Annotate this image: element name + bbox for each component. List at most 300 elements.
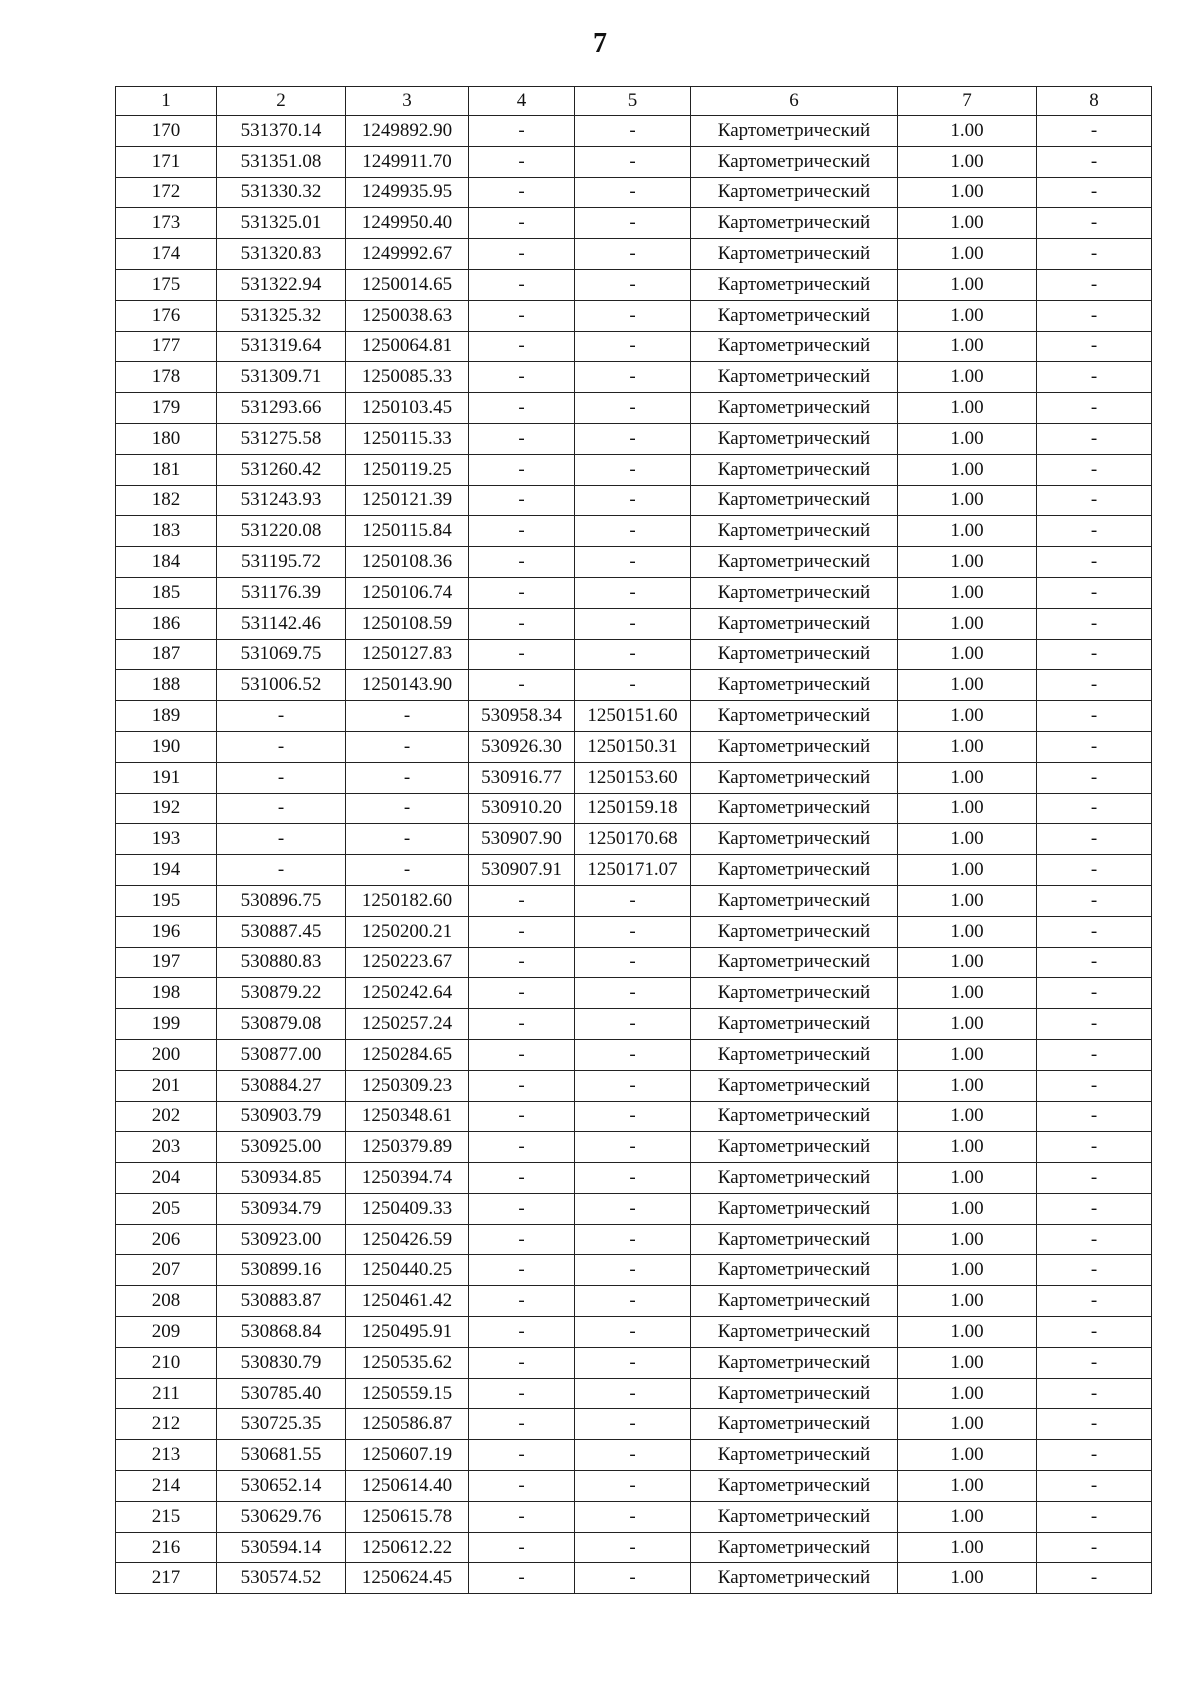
- table-cell: 530934.85: [217, 1163, 346, 1194]
- table-row: [116, 1563, 1152, 1594]
- table-cell: -: [1037, 1317, 1152, 1348]
- table-cell: 202: [116, 1101, 217, 1132]
- table-cell: 1250394.74: [346, 1163, 469, 1194]
- table-cell: 531325.01: [217, 208, 346, 239]
- table-cell: 1.00: [898, 608, 1037, 639]
- table-cell: 1250257.24: [346, 1009, 469, 1040]
- table-cell: 530879.08: [217, 1009, 346, 1040]
- table-cell: 1250014.65: [346, 269, 469, 300]
- table-cell: -: [1037, 639, 1152, 670]
- table-cell: Картометрический: [691, 331, 898, 362]
- table-cell: 178: [116, 362, 217, 393]
- table-cell: 205: [116, 1193, 217, 1224]
- table-cell: -: [1037, 793, 1152, 824]
- table-cell: -: [469, 1347, 575, 1378]
- table-cell: -: [575, 916, 691, 947]
- table-cell: -: [1037, 1286, 1152, 1317]
- table-cell: 1250127.83: [346, 639, 469, 670]
- table-cell: -: [575, 1471, 691, 1502]
- table-cell: Картометрический: [691, 1255, 898, 1286]
- table-cell: -: [575, 639, 691, 670]
- table-cell: -: [575, 1501, 691, 1532]
- table-cell: Картометрический: [691, 146, 898, 177]
- table-cell: -: [575, 423, 691, 454]
- table-cell: -: [575, 516, 691, 547]
- table-cell: -: [1037, 1501, 1152, 1532]
- table-cell: -: [346, 762, 469, 793]
- table-row: [116, 1501, 1152, 1532]
- table-row: [116, 362, 1152, 393]
- table-cell: -: [1037, 423, 1152, 454]
- table-cell: 1250121.39: [346, 485, 469, 516]
- table-cell: 215: [116, 1501, 217, 1532]
- table-row: [116, 885, 1152, 916]
- table-cell: -: [469, 362, 575, 393]
- table-cell: 1250038.63: [346, 300, 469, 331]
- table-cell: -: [469, 269, 575, 300]
- table-row: [116, 485, 1152, 516]
- table-cell: Картометрический: [691, 1471, 898, 1502]
- table-cell: Картометрический: [691, 947, 898, 978]
- table-cell: Картометрический: [691, 239, 898, 270]
- table-row: [116, 855, 1152, 886]
- table-cell: 170: [116, 116, 217, 147]
- table-cell: 531330.32: [217, 177, 346, 208]
- table-row: [116, 1224, 1152, 1255]
- table-cell: 530725.35: [217, 1409, 346, 1440]
- table-cell: 200: [116, 1039, 217, 1070]
- table-cell: 1.00: [898, 1070, 1037, 1101]
- table-cell: Картометрический: [691, 885, 898, 916]
- table-cell: 181: [116, 454, 217, 485]
- table-cell: 190: [116, 731, 217, 762]
- table-cell: 1250426.59: [346, 1224, 469, 1255]
- table-cell: -: [469, 916, 575, 947]
- table-row: [116, 793, 1152, 824]
- table-cell: 188: [116, 670, 217, 701]
- table-cell: -: [575, 1532, 691, 1563]
- table-cell: -: [469, 1286, 575, 1317]
- table-cell: 183: [116, 516, 217, 547]
- table-cell: -: [1037, 731, 1152, 762]
- table-cell: -: [575, 1440, 691, 1471]
- table-cell: Картометрический: [691, 824, 898, 855]
- table-cell: 174: [116, 239, 217, 270]
- table-cell: Картометрический: [691, 1378, 898, 1409]
- table-cell: -: [469, 331, 575, 362]
- table-cell: -: [1037, 177, 1152, 208]
- page-number: 7: [593, 28, 607, 59]
- table-cell: Картометрический: [691, 1286, 898, 1317]
- table-cell: 531351.08: [217, 146, 346, 177]
- table-cell: 531322.94: [217, 269, 346, 300]
- table-cell: -: [575, 1132, 691, 1163]
- table-cell: 1250348.61: [346, 1101, 469, 1132]
- table-cell: 207: [116, 1255, 217, 1286]
- table-cell: 1.00: [898, 762, 1037, 793]
- table-cell: -: [1037, 916, 1152, 947]
- table-cell: -: [575, 608, 691, 639]
- table-cell: 1.00: [898, 516, 1037, 547]
- table-cell: 530574.52: [217, 1563, 346, 1594]
- table-cell: 172: [116, 177, 217, 208]
- table-cell: 530681.55: [217, 1440, 346, 1471]
- table-cell: -: [575, 885, 691, 916]
- table-row: [116, 1532, 1152, 1563]
- table-cell: -: [1037, 1009, 1152, 1040]
- table-cell: 193: [116, 824, 217, 855]
- table-cell: -: [469, 1101, 575, 1132]
- table-cell: Картометрический: [691, 1501, 898, 1532]
- table-cell: 1250409.33: [346, 1193, 469, 1224]
- table-cell: -: [1037, 608, 1152, 639]
- table-cell: -: [1037, 454, 1152, 485]
- table-cell: 1.00: [898, 1440, 1037, 1471]
- table-cell: -: [469, 1409, 575, 1440]
- table-cell: 530903.79: [217, 1101, 346, 1132]
- table-row: [116, 670, 1152, 701]
- table-cell: 1.00: [898, 423, 1037, 454]
- table-cell: Картометрический: [691, 1101, 898, 1132]
- table-cell: 1250153.60: [575, 762, 691, 793]
- table-cell: -: [217, 824, 346, 855]
- table-cell: 531195.72: [217, 547, 346, 578]
- table-cell: Картометрический: [691, 762, 898, 793]
- table-cell: 1.00: [898, 300, 1037, 331]
- table-cell: 197: [116, 947, 217, 978]
- table-cell: 1250284.65: [346, 1039, 469, 1070]
- table-cell: -: [469, 1532, 575, 1563]
- table-cell: 1.00: [898, 1193, 1037, 1224]
- table-cell: -: [1037, 547, 1152, 578]
- table-cell: 208: [116, 1286, 217, 1317]
- table-cell: -: [575, 1286, 691, 1317]
- table-cell: 204: [116, 1163, 217, 1194]
- table-cell: -: [469, 547, 575, 578]
- table-cell: -: [469, 1563, 575, 1594]
- table-cell: Картометрический: [691, 1132, 898, 1163]
- table-cell: -: [1037, 516, 1152, 547]
- table-cell: 1.00: [898, 1563, 1037, 1594]
- table-cell: 1250309.23: [346, 1070, 469, 1101]
- table-cell: -: [1037, 701, 1152, 732]
- column-header: 8: [1037, 87, 1152, 116]
- table-cell: 530880.83: [217, 947, 346, 978]
- table-cell: 530883.87: [217, 1286, 346, 1317]
- table-cell: 1.00: [898, 454, 1037, 485]
- table-cell: -: [575, 362, 691, 393]
- table-cell: 1.00: [898, 146, 1037, 177]
- table-cell: -: [1037, 978, 1152, 1009]
- table-cell: -: [1037, 670, 1152, 701]
- table-cell: -: [575, 177, 691, 208]
- table-cell: 1249950.40: [346, 208, 469, 239]
- column-header: 5: [575, 87, 691, 116]
- table-row: [116, 1039, 1152, 1070]
- table-cell: 171: [116, 146, 217, 177]
- table-cell: 213: [116, 1440, 217, 1471]
- table-cell: 210: [116, 1347, 217, 1378]
- table-cell: 196: [116, 916, 217, 947]
- table-body: [116, 116, 1152, 1594]
- table-row: [116, 1440, 1152, 1471]
- table-cell: Картометрический: [691, 1347, 898, 1378]
- table-cell: 1.00: [898, 855, 1037, 886]
- table-cell: 176: [116, 300, 217, 331]
- table-cell: -: [1037, 1378, 1152, 1409]
- table-cell: 206: [116, 1224, 217, 1255]
- table-cell: 530925.00: [217, 1132, 346, 1163]
- table-cell: 1250143.90: [346, 670, 469, 701]
- table-cell: -: [469, 1039, 575, 1070]
- table-cell: Картометрический: [691, 300, 898, 331]
- table-cell: -: [1037, 855, 1152, 886]
- table-cell: 1250242.64: [346, 978, 469, 1009]
- table-cell: -: [575, 547, 691, 578]
- table-cell: Картометрический: [691, 670, 898, 701]
- table-row: [116, 1255, 1152, 1286]
- column-header: 7: [898, 87, 1037, 116]
- table-cell: -: [469, 1317, 575, 1348]
- table-cell: 1.00: [898, 1347, 1037, 1378]
- table-cell: -: [469, 146, 575, 177]
- table-cell: -: [217, 793, 346, 824]
- table-cell: 1250115.33: [346, 423, 469, 454]
- table-cell: Картометрический: [691, 639, 898, 670]
- table-cell: -: [469, 670, 575, 701]
- table-cell: 1250064.81: [346, 331, 469, 362]
- table-cell: -: [469, 177, 575, 208]
- table-cell: 1250379.89: [346, 1132, 469, 1163]
- table-cell: -: [469, 116, 575, 147]
- table-cell: Картометрический: [691, 1317, 898, 1348]
- table-cell: 530884.27: [217, 1070, 346, 1101]
- table-cell: 199: [116, 1009, 217, 1040]
- table-cell: -: [469, 208, 575, 239]
- table-cell: Картометрический: [691, 1532, 898, 1563]
- table-cell: -: [469, 1501, 575, 1532]
- table-cell: 1250461.42: [346, 1286, 469, 1317]
- table-cell: 530887.45: [217, 916, 346, 947]
- table-cell: -: [1037, 885, 1152, 916]
- table-cell: -: [469, 239, 575, 270]
- table-cell: 530923.00: [217, 1224, 346, 1255]
- table-cell: -: [1037, 1409, 1152, 1440]
- table-row: [116, 331, 1152, 362]
- table-cell: 1.00: [898, 1409, 1037, 1440]
- table-cell: Картометрический: [691, 608, 898, 639]
- table-cell: 530926.30: [469, 731, 575, 762]
- table-cell: -: [1037, 362, 1152, 393]
- table-row: [116, 1101, 1152, 1132]
- table-row: [116, 208, 1152, 239]
- table-cell: 1.00: [898, 793, 1037, 824]
- table-cell: -: [1037, 208, 1152, 239]
- table-cell: -: [575, 485, 691, 516]
- table-row: [116, 393, 1152, 424]
- table-row: [116, 300, 1152, 331]
- table-cell: 530594.14: [217, 1532, 346, 1563]
- table-cell: 531260.42: [217, 454, 346, 485]
- table-cell: -: [1037, 824, 1152, 855]
- table-cell: 185: [116, 577, 217, 608]
- table-cell: 531319.64: [217, 331, 346, 362]
- table-cell: 1250159.18: [575, 793, 691, 824]
- table-cell: 1250151.60: [575, 701, 691, 732]
- table-cell: 1.00: [898, 1224, 1037, 1255]
- table-cell: 1.00: [898, 916, 1037, 947]
- table-cell: 1250200.21: [346, 916, 469, 947]
- table-cell: Картометрический: [691, 393, 898, 424]
- table-cell: 1.00: [898, 1501, 1037, 1532]
- table-cell: Картометрический: [691, 1070, 898, 1101]
- table-row: [116, 1193, 1152, 1224]
- table-cell: 1.00: [898, 116, 1037, 147]
- table-cell: -: [217, 762, 346, 793]
- table-cell: 1.00: [898, 1255, 1037, 1286]
- column-header: 4: [469, 87, 575, 116]
- table-cell: 1.00: [898, 731, 1037, 762]
- table-cell: 1250495.91: [346, 1317, 469, 1348]
- table-cell: 194: [116, 855, 217, 886]
- table-cell: -: [469, 1163, 575, 1194]
- table-cell: 530877.00: [217, 1039, 346, 1070]
- table-cell: -: [346, 793, 469, 824]
- table-cell: Картометрический: [691, 1224, 898, 1255]
- table-cell: 1.00: [898, 208, 1037, 239]
- table-row: [116, 547, 1152, 578]
- table-cell: 1250223.67: [346, 947, 469, 978]
- table-cell: -: [575, 300, 691, 331]
- table-cell: Картометрический: [691, 855, 898, 886]
- table-cell: 1.00: [898, 239, 1037, 270]
- table-cell: 1250586.87: [346, 1409, 469, 1440]
- table-cell: 1250115.84: [346, 516, 469, 547]
- table-cell: 1249892.90: [346, 116, 469, 147]
- table-cell: 531370.14: [217, 116, 346, 147]
- table-cell: -: [1037, 1132, 1152, 1163]
- table-cell: 1.00: [898, 577, 1037, 608]
- table-cell: -: [469, 577, 575, 608]
- table-cell: Картометрический: [691, 116, 898, 147]
- table-row: [116, 1471, 1152, 1502]
- table-cell: -: [346, 824, 469, 855]
- table-cell: 1250615.78: [346, 1501, 469, 1532]
- table-row: [116, 639, 1152, 670]
- table-cell: 1250607.19: [346, 1440, 469, 1471]
- table-cell: 531243.93: [217, 485, 346, 516]
- table-cell: 531325.32: [217, 300, 346, 331]
- column-header: 1: [116, 87, 217, 116]
- table-cell: -: [575, 454, 691, 485]
- table-cell: 175: [116, 269, 217, 300]
- table-cell: -: [469, 1440, 575, 1471]
- table-cell: 530879.22: [217, 978, 346, 1009]
- table-cell: -: [1037, 1224, 1152, 1255]
- table-cell: -: [575, 393, 691, 424]
- table-cell: Картометрический: [691, 978, 898, 1009]
- table-cell: -: [575, 1255, 691, 1286]
- table-row: [116, 116, 1152, 147]
- table-cell: 195: [116, 885, 217, 916]
- table-cell: 1.00: [898, 978, 1037, 1009]
- table-cell: -: [469, 639, 575, 670]
- table-cell: Картометрический: [691, 423, 898, 454]
- table-cell: 1.00: [898, 1101, 1037, 1132]
- table-cell: Картометрический: [691, 577, 898, 608]
- table-cell: -: [1037, 393, 1152, 424]
- table-cell: -: [1037, 146, 1152, 177]
- table-cell: 191: [116, 762, 217, 793]
- table-cell: 1250440.25: [346, 1255, 469, 1286]
- table-cell: 1.00: [898, 824, 1037, 855]
- table-cell: 1.00: [898, 547, 1037, 578]
- table-cell: -: [575, 1378, 691, 1409]
- table-cell: -: [469, 978, 575, 1009]
- table-cell: -: [346, 855, 469, 886]
- table-row: [116, 824, 1152, 855]
- table-cell: 1250614.40: [346, 1471, 469, 1502]
- table-cell: -: [575, 146, 691, 177]
- table-cell: 530785.40: [217, 1378, 346, 1409]
- table-cell: -: [1037, 1255, 1152, 1286]
- table-cell: 1250170.68: [575, 824, 691, 855]
- table-cell: -: [1037, 762, 1152, 793]
- table-cell: -: [469, 885, 575, 916]
- table-cell: 1250171.07: [575, 855, 691, 886]
- table-cell: 201: [116, 1070, 217, 1101]
- table-cell: 1.00: [898, 485, 1037, 516]
- table-cell: 1250612.22: [346, 1532, 469, 1563]
- table-cell: Картометрический: [691, 793, 898, 824]
- table-cell: -: [1037, 1070, 1152, 1101]
- table-cell: 1.00: [898, 1378, 1037, 1409]
- table-cell: -: [575, 1163, 691, 1194]
- table-cell: -: [575, 1224, 691, 1255]
- table-cell: -: [1037, 1163, 1152, 1194]
- table-cell: 203: [116, 1132, 217, 1163]
- table-cell: 1.00: [898, 1009, 1037, 1040]
- table-cell: Картометрический: [691, 208, 898, 239]
- table-cell: -: [469, 1224, 575, 1255]
- table-row: [116, 146, 1152, 177]
- table-cell: 530910.20: [469, 793, 575, 824]
- table-cell: -: [469, 1009, 575, 1040]
- table-row: [116, 1317, 1152, 1348]
- table-cell: -: [1037, 300, 1152, 331]
- table-cell: Картометрический: [691, 731, 898, 762]
- table-cell: -: [469, 1255, 575, 1286]
- table-cell: 530916.77: [469, 762, 575, 793]
- table-cell: 1250119.25: [346, 454, 469, 485]
- table-row: [116, 1163, 1152, 1194]
- table-cell: -: [469, 947, 575, 978]
- table-cell: -: [346, 731, 469, 762]
- table-cell: 177: [116, 331, 217, 362]
- table-row: [116, 1009, 1152, 1040]
- table-cell: 530907.90: [469, 824, 575, 855]
- table-row: [116, 1347, 1152, 1378]
- table-cell: -: [469, 454, 575, 485]
- table-cell: 531142.46: [217, 608, 346, 639]
- table-cell: 189: [116, 701, 217, 732]
- table-cell: -: [575, 239, 691, 270]
- table-cell: 1.00: [898, 331, 1037, 362]
- table-cell: Картометрический: [691, 269, 898, 300]
- table-cell: -: [217, 731, 346, 762]
- table-cell: -: [575, 670, 691, 701]
- table-cell: 1250085.33: [346, 362, 469, 393]
